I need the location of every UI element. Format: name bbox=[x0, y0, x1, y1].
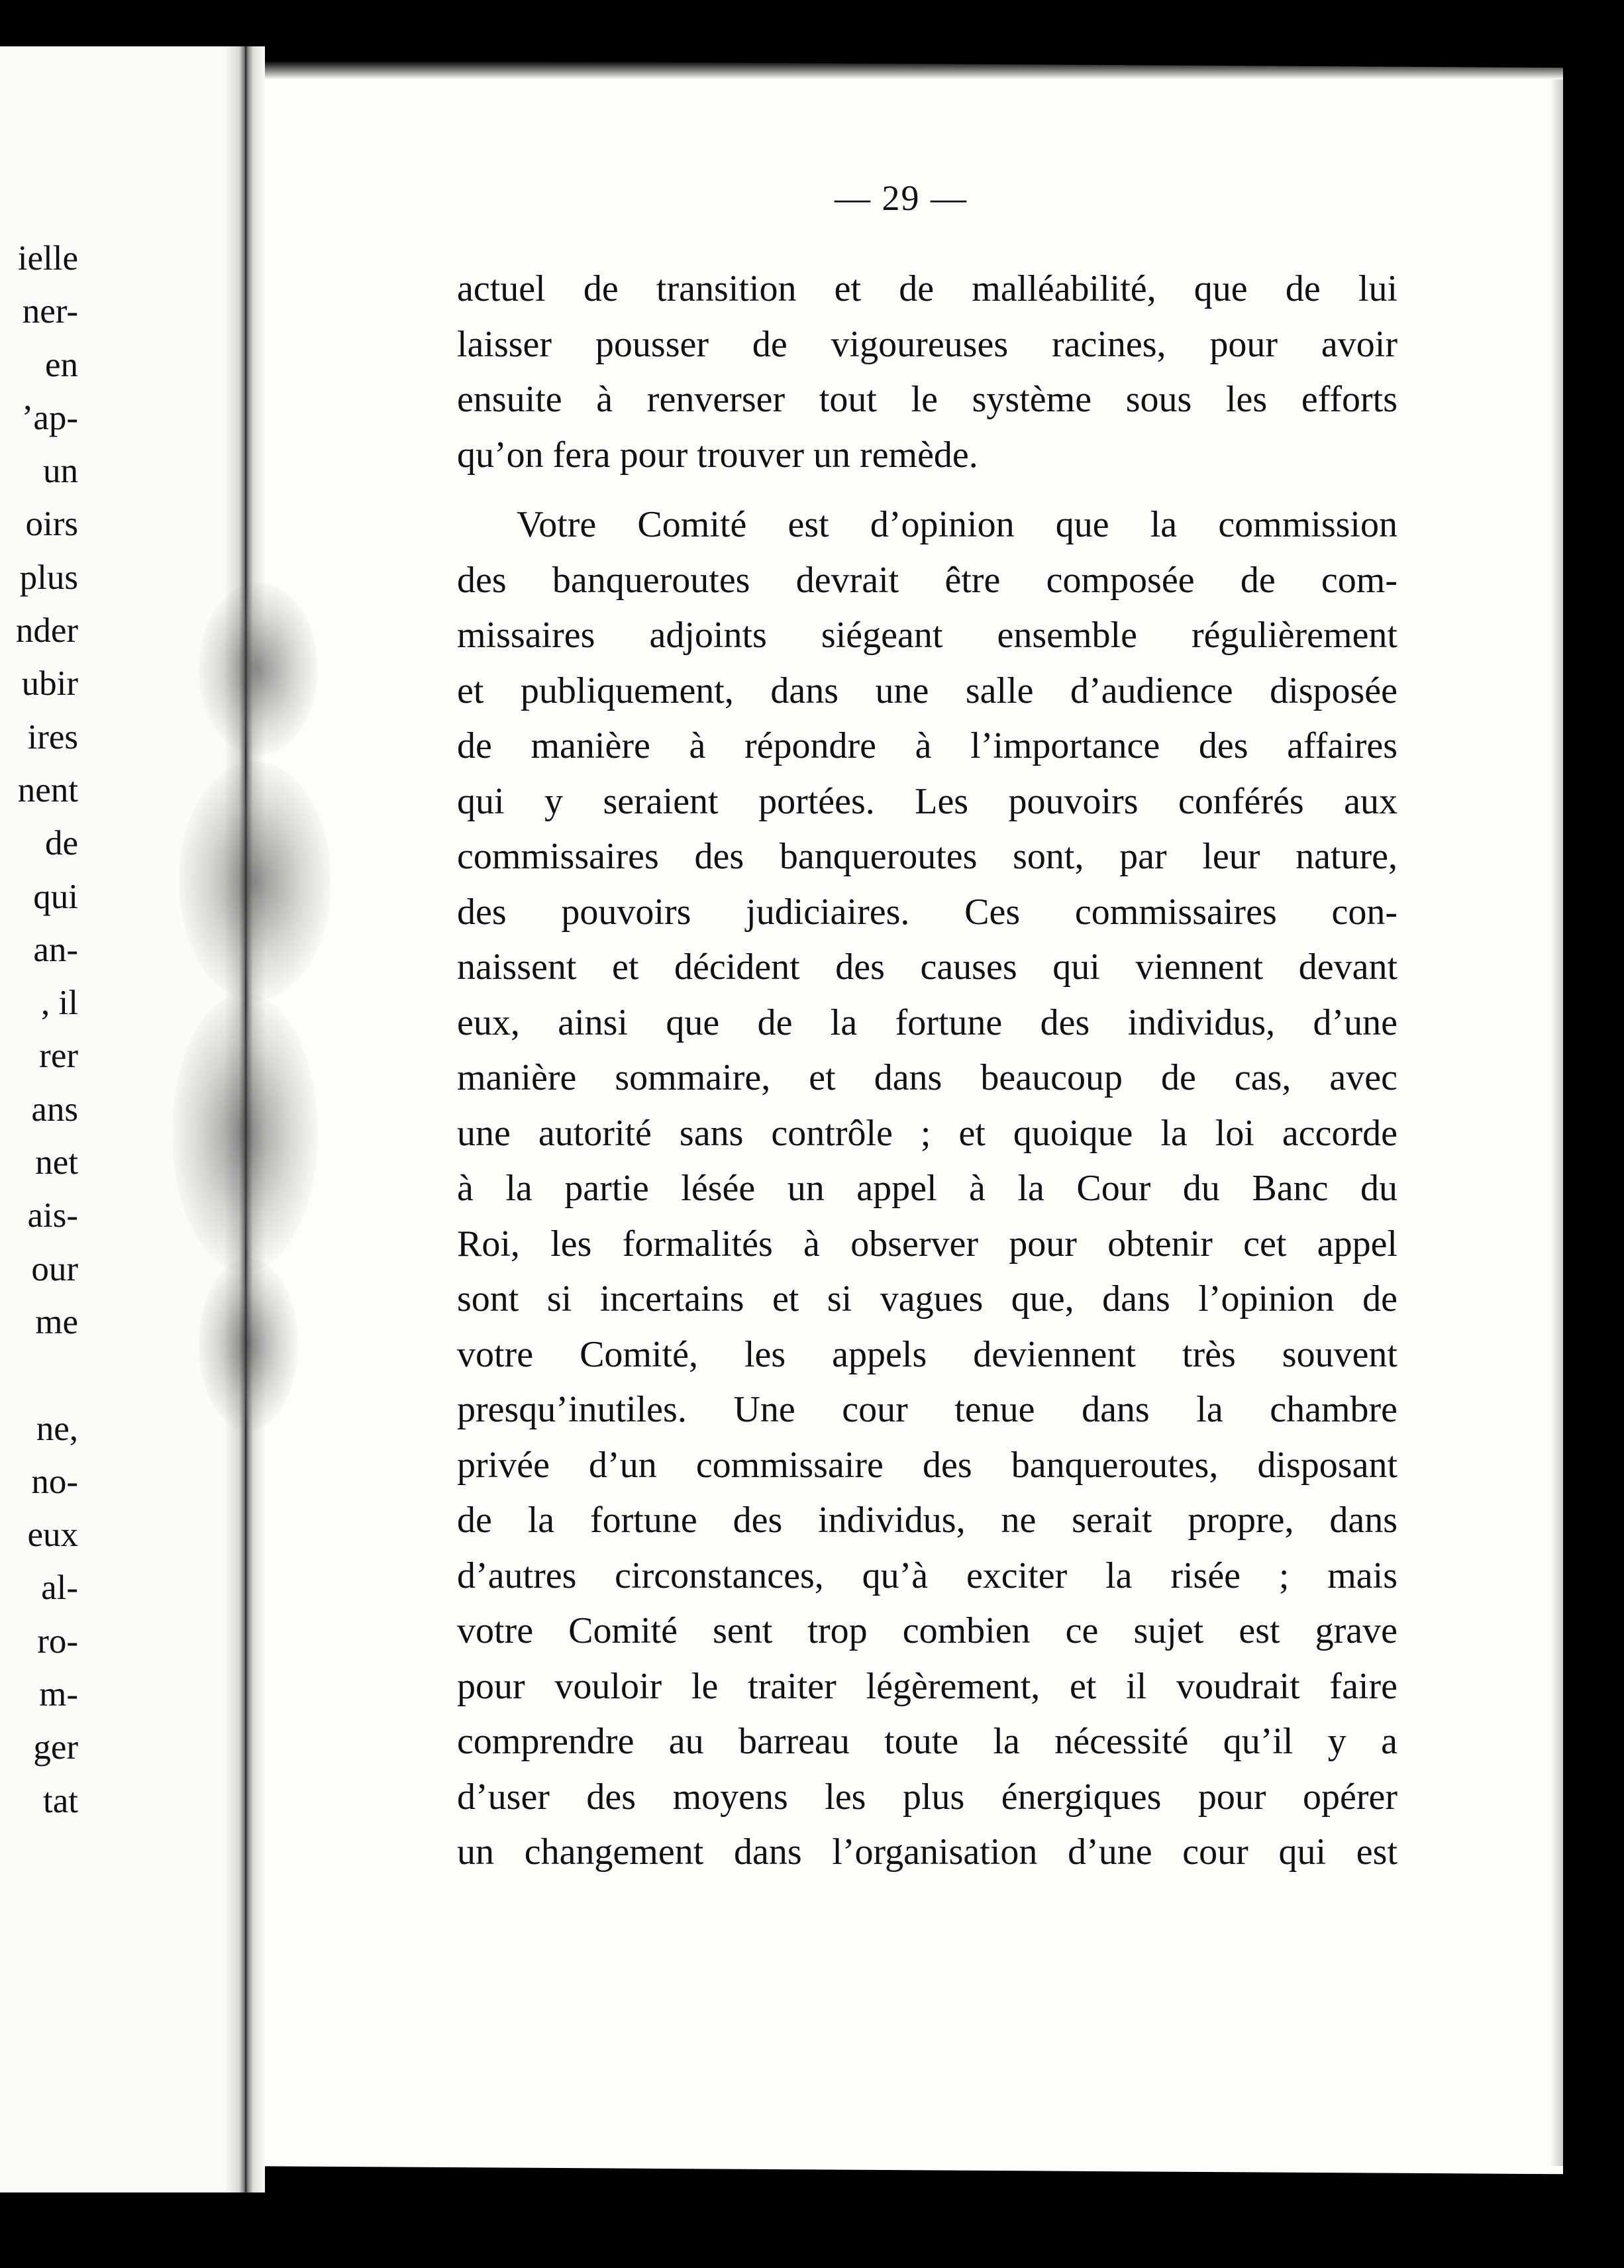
left-page-fragment: ubir bbox=[21, 664, 78, 703]
text-line: privée d’un commissaire des banqueroutes, disposant bbox=[457, 1444, 1397, 1486]
left-page-fragment: al- bbox=[41, 1569, 78, 1608]
left-page-fragment: an- bbox=[33, 930, 78, 969]
ink-stain bbox=[199, 583, 318, 755]
ink-stain bbox=[199, 1259, 298, 1431]
text-line: commissaires des banqueroutes sont, par leur nature, bbox=[457, 836, 1397, 877]
left-page-fragment: nent bbox=[17, 770, 78, 809]
text-line: manière sommaire, et dans beaucoup de cas, avec bbox=[457, 1057, 1397, 1098]
left-page-fragment: plus bbox=[19, 558, 78, 597]
left-page-fragment: ro- bbox=[37, 1622, 78, 1661]
ink-stain bbox=[179, 762, 331, 1000]
text-line: d’autres circonstances, qu’à exciter la risée ; mais bbox=[457, 1555, 1397, 1596]
text-line: naissent et décident des causes qui viennent devant bbox=[457, 947, 1397, 988]
left-page-fragment: m- bbox=[39, 1675, 78, 1714]
right-page-top-edge bbox=[238, 53, 1563, 79]
left-page-fragment: net bbox=[35, 1143, 78, 1182]
text-line: et publiquement, dans une salle d’audience disposée bbox=[457, 670, 1397, 711]
left-page-fragment: ne, bbox=[36, 1409, 78, 1448]
left-page-fragment: ner- bbox=[22, 292, 78, 331]
ink-stain bbox=[172, 994, 318, 1272]
page-body-text bbox=[457, 262, 1397, 1881]
left-page-fragment: tat bbox=[43, 1781, 78, 1820]
page-edge-shadow bbox=[1550, 79, 1576, 2166]
text-line: missaires adjoints siégeant ensemble régulièrement bbox=[457, 615, 1397, 656]
left-page-fragment: , il bbox=[41, 984, 78, 1023]
left-page-fragment: oirs bbox=[25, 505, 78, 544]
left-page-fragment: our bbox=[31, 1249, 78, 1288]
text-line: pour vouloir le traiter légèrement, et il voudrait faire bbox=[457, 1665, 1397, 1707]
left-page-fragment: ’ap- bbox=[21, 398, 78, 437]
text-line: qui y seraient portées. Les pouvoirs conférés aux bbox=[457, 780, 1397, 822]
left-page-fragment: qui bbox=[33, 877, 78, 916]
text-line: Roi, les formalités à observer pour obtenir cet appel bbox=[457, 1223, 1397, 1264]
text-line: votre Comité sent trop combien ce sujet est grave bbox=[457, 1610, 1397, 1651]
text-line: un changement dans l’organisation d’une cour qui est bbox=[457, 1831, 1397, 1873]
text-line: eux, ainsi que de la fortune des individus, d’une bbox=[457, 1002, 1397, 1043]
text-line: votre Comité, les appels deviennent très souvent bbox=[457, 1333, 1397, 1375]
page-number: — 29 — bbox=[835, 178, 968, 218]
text-line: sont si incertains et si vagues que, dans l’opinion de bbox=[457, 1278, 1397, 1319]
text-line: de manière à répondre à l’importance des affaires bbox=[457, 725, 1397, 766]
left-page-fragment: un bbox=[43, 452, 78, 491]
left-page-fragment: rer bbox=[39, 1037, 78, 1076]
left-page-fragment: eux bbox=[27, 1516, 78, 1555]
text-line: de la fortune des individus, ne serait propre, dans bbox=[457, 1500, 1397, 1541]
text-line: ensuite à renverser tout le système sous les efforts bbox=[457, 379, 1397, 420]
left-page-fragment: en bbox=[44, 345, 78, 384]
paragraph-1 bbox=[457, 262, 1397, 483]
text-line: des pouvoirs judiciaires. Ces commissaires con- bbox=[457, 891, 1397, 933]
text-line: d’user des moyens les plus énergiques pour opérer bbox=[457, 1776, 1397, 1818]
left-page-fragment: ans bbox=[31, 1090, 78, 1129]
left-page-fragment: ielle bbox=[17, 239, 78, 278]
left-page-fragment: ais- bbox=[27, 1196, 78, 1235]
text-line: à la partie lésée un appel à la Cour du Banc du bbox=[457, 1168, 1397, 1209]
text-line: comprendre au barreau toute la nécessité qu’il y a bbox=[457, 1721, 1397, 1762]
left-page-fragment: nder bbox=[15, 611, 78, 650]
text-line: presqu’inutiles. Une cour tenue dans la chambre bbox=[457, 1389, 1397, 1430]
left-page-fragment: me bbox=[35, 1302, 78, 1341]
text-line: une autorité sans contrôle ; et quoique la loi accorde bbox=[457, 1112, 1397, 1154]
left-page-fragment: no- bbox=[31, 1462, 78, 1501]
left-page-fragment: ger bbox=[33, 1728, 78, 1767]
text-line: laisser pousser de vigoureuses racines, pour avoir bbox=[457, 323, 1397, 365]
text-line: qu’on fera pour trouver un remède. bbox=[457, 434, 978, 476]
paragraph-2 bbox=[457, 497, 1397, 1881]
left-page-fragment bbox=[0, 1349, 78, 1402]
left-page-fragment: de bbox=[44, 824, 78, 863]
text-line: actuel de transition et de malléabilité, que de lui bbox=[457, 268, 1397, 309]
left-page-text-fragments bbox=[0, 232, 78, 1828]
text-line: Votre Comité est d’opinion que la commission bbox=[517, 504, 1397, 545]
text-line: des banqueroutes devrait être composée de com- bbox=[457, 559, 1397, 601]
left-page-fragment: ires bbox=[27, 717, 78, 756]
paragraph-gap bbox=[457, 483, 1397, 497]
